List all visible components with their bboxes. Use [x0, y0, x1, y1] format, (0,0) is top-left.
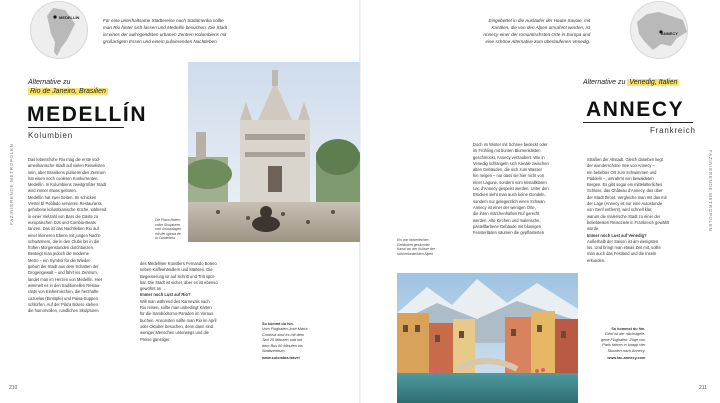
south-america-map [30, 1, 88, 59]
medellin-photo [188, 62, 360, 242]
annecy-photo [397, 273, 578, 403]
column-subheading: Immer noch Lust auf Rio? [140, 292, 191, 298]
body-column-1: Doch im Winter mit Schnee bedeckt oder im Frühling mit bunten Blumenkästen geschmückt, Annecy verzaubert. Wie in Venedig schlängeln sich Kanäle zwischen alten Gebäuden, die sich zum Wasser hin neigen – nur dass sie hier nicht von einer Lagune, sondern vom kristallklaren Lac d'Annecy gespeist werden. Unter den Brücken sieht man auch keine Gondeln, sondern nur gelegentlich einen Schwan. Annecy ist einer der wenigen Orte, die ihren märchenhaften Ruf gerecht werden. Alte Kirchen und malerische, pastellfarbene Gebäude mit blumigen Fensterläden säumen die gepflasterten [473, 142, 549, 236]
photo-caption: Ein von farbenfrohen Gebäuden gesäumter Kanal vor der Kulisse der schneebedeckten Alpen [397, 238, 435, 256]
city-title: MEDELLÍN [27, 103, 148, 126]
page-number: 210 [9, 385, 18, 391]
body-column-2: des Medelliner Künstlers Fernando Botero neben Kaffeehändlern und Märkten. Die Begeisterung ist auf Schritt und Tritt spür- bar. Die Stadt ist sicher, aber es ist ebenso gewöhnt an … Immer noch Lust auf Rio? Will man während des Karnevals nach Rio reisen, sollte man unbedingt Karten für die Sambódromo-Paraden im Voraus buchen. Ansonsten sollte man Rio im April oder Oktober besuchen, denn dann sind weniger Menschen unterwegs und die Preise günstiger. [140, 261, 218, 342]
travel-info-box: So kommt du hin. Vom Flughafen José María Córdova sind es mit dem Taxi 25 Minuten und mit dem Bus 60 Minuten ins Stadtzentrum. www.colombia.travel [262, 322, 308, 361]
title-rule [583, 122, 693, 123]
alternative-place: Rio de Janeiro, Brasilien [30, 88, 106, 95]
city-title: ANNECY [586, 98, 685, 121]
alternative-label: Alternative zu Rio de Janeiro, Brasilien [28, 79, 106, 95]
body-column-1: Das lebensfrohe Rio mag die erste süd- amerikanische Stadt auf vielen Reiselisten sein, aber Brasiliens pulsierendes Zentrum hat einen noch cooleren Konkurrenten: Medellín. In Kolumbiens zweitgrößter Stadt wird immer etwas geboten. Medellín hat zwei Seiten. Im schicken Viertel El Poblado servieren Restaurants gehobene kolumbianische Küche, während in einer Vielzahl von Bars die Gäste zu europäischen DJs und Cumbia-Beats tanzen. Das ist das Nachtleben Rio auf einer kleineren Ebene mit jungen Nacht- schwärmern, die in den Clubs bis in die frühen Morgenstunden durchtanzen. Besteigt man jedoch die moderne Metro – ein Symbol für die Wieder- geburt der Stadt aus dem Schatten der Drogengewalt – und fährt ins Zentrum, landet man im Herzen von Medellín. Hier wimmelt es in den traditionellen Restau- rants von Einheimischen, die herzhafte cazuelas (Eintöpfe) und Paisa-Suppen schlürfen. Auf der Plaza Botero stehen die humorvollen, rundlichen Skulpturen [28, 157, 107, 314]
photo-caption: Die Plaza Botero voller Skulpturen und Grünanlagen mit der Iglesia de la Candelaria [155, 218, 182, 240]
country-subtitle: Kolumbien [28, 131, 74, 140]
website-link: www.colombia.travel [262, 356, 300, 361]
body-column-2: Straßen der Altstadt. Gleich daneben liegt der wunderschöne See von Annecy – ein beliebter Ort zum Schwimmen und Paddeln –, umrahmt von bewaldeten Bergen. Es gibt sogar ein mittelalterliches Schloss, das Château d'Annecy, das über der Stadt thront. Vergleiche man mit das mit der Lage (Annecy ist nur eine Autostunde von Genf entfernt), wird schnell klar, warum die malerische Stadt zu einer der beliebtesten Reiseziele in Frankreich gewählt wurde. Immer noch Lust auf Venedig? Außerhalb der Saison ist am wenigsten los. Und bringt man etwas Zeit mit, sollte man auch das Festland und die Inseln erkunden. [587, 157, 670, 263]
alternative-label: Alternative zu Venedig, Italien [583, 79, 678, 86]
map-label: MEDELLÍN [59, 15, 80, 20]
title-rule [28, 127, 124, 128]
column-subheading: Immer noch Lust auf Venedig? [587, 232, 647, 238]
europe-map [630, 1, 688, 59]
alternative-place: Venedig, Italien [629, 79, 678, 86]
country-subtitle: Frankreich [650, 126, 696, 135]
intro-text: Für eine unterhaltsame Städtereise nach Südamerika sollte man Rio hinter sich lassen und Medellín besuchen. Die Stadt ist eines der aufregendsten urbanen Zentren Kolumbiens mit großartigem Essen und einem pulsierenden Nachtleben. [103, 18, 228, 44]
side-running-head: FAZINIERENDE METROPOLEN [9, 143, 14, 225]
side-running-head: FAZINIERENDE METROPOLEN [708, 150, 713, 232]
map-label: ANNECY [661, 31, 678, 36]
website-link: www.lac-annecy.com [607, 356, 646, 361]
intro-text: Eingebettet in die Ausläufer der Haute-Savoie, mit Kanälen, die von den Alpen umrahmt werden, ist Annecy einer der romantischsten Orte in Europa und eine schöne Alternative zum überlaufenen Venedig. [483, 18, 591, 44]
page-number: 211 [699, 385, 707, 391]
travel-info-box: So kommst du hin. Genf ist der nächstgele- gene Flughafen. Züge von Paris fahren in knapp vier Stunden nach Annecy. www.lac-annecy.com [601, 327, 646, 361]
